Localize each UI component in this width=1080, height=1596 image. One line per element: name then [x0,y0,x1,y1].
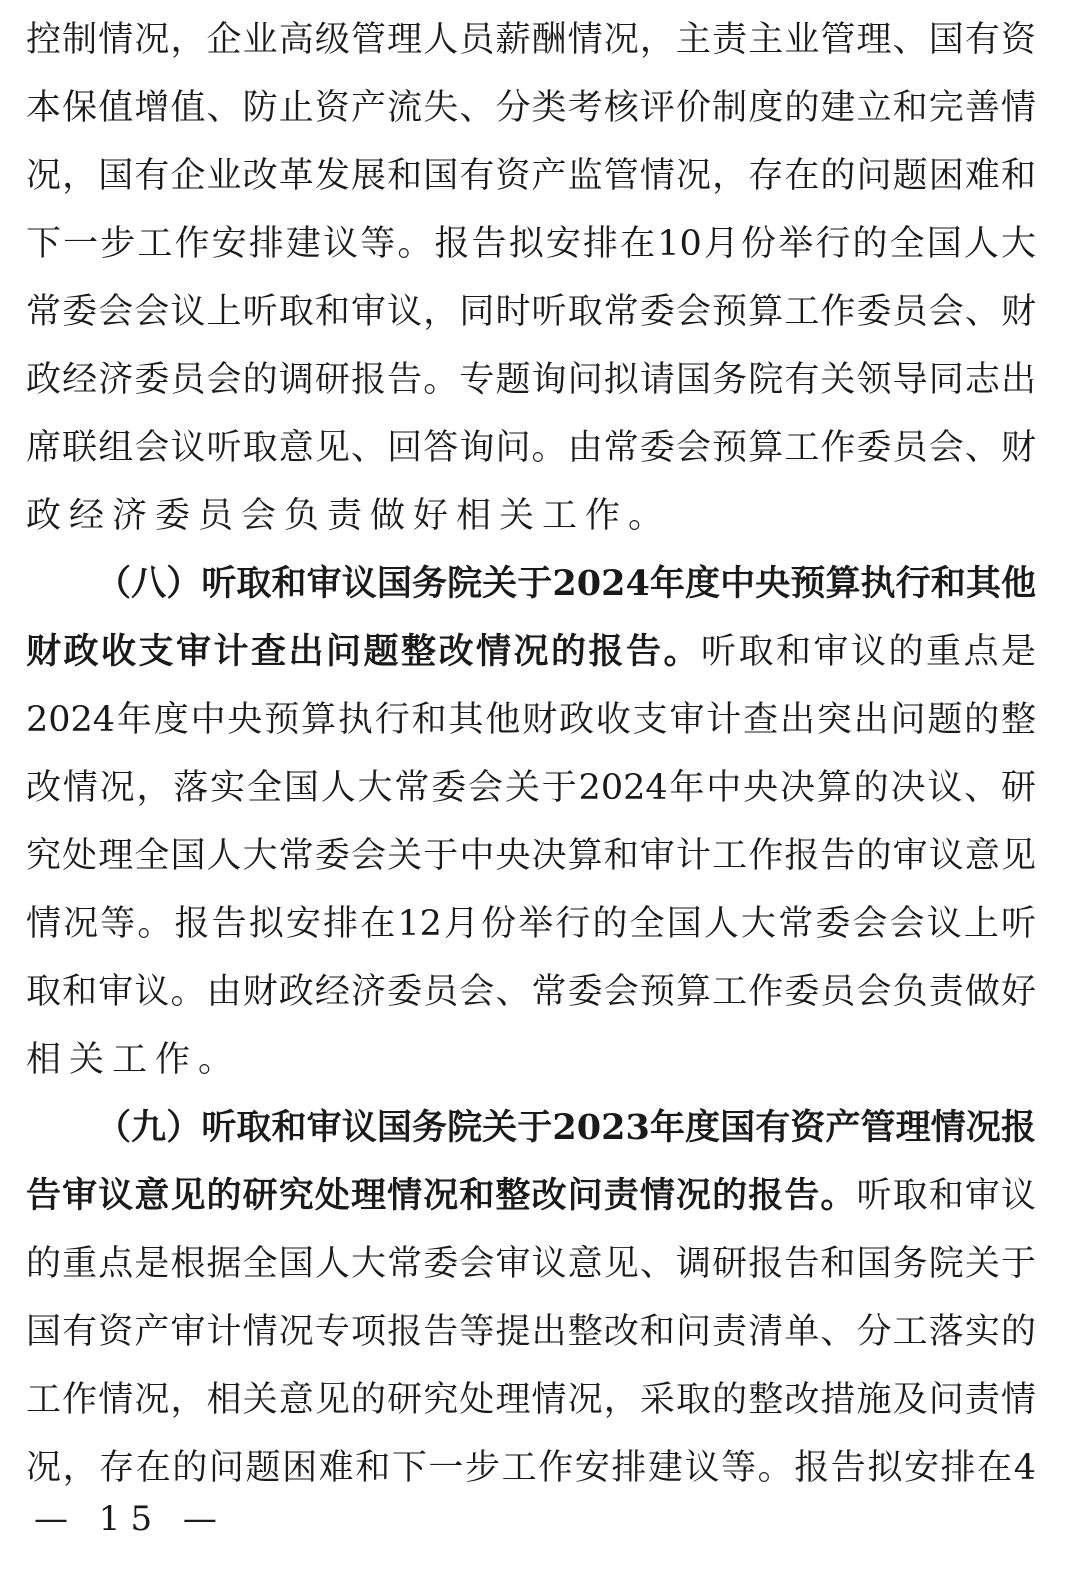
section-heading-9: （九）听取和审议国务院关于2023年度国有资产管理情况报 [96,1107,1036,1148]
section-8-text: 听取和审议的重点是 [700,632,1036,672]
section-heading-8: （八）听取和审议国务院关于2024年度中央预算执行和其他 [96,563,1036,604]
paragraph-8 [26,550,1036,1094]
paragraph-1 [26,6,1036,550]
section-9-text: 听取和审议 [856,1176,1036,1216]
paragraph-9 [26,1094,1036,1502]
text-line: 政经济委员会负责做好相关工作。 [26,496,672,536]
text-line: 相关工作。 [26,1040,242,1080]
text-line: 控制情况，企业高级管理人员薪酬情况，主责主业管理、国有资 [26,20,1036,60]
section-heading-8-cont: 财政收支审计查出问题整改情况的报告。 [26,631,701,672]
text-line: 究处理全国人大常委会关于中央决算和审计工作报告的审议意见 [26,836,1036,876]
text-line: 改情况，落实全国人大常委会关于2024年中央决算的决议、研 [26,768,1036,808]
text-line: 常委会会议上听取和审议，同时听取常委会预算工作委员会、财 [26,292,1036,332]
text-line: 的重点是根据全国人大常委会审议意见、调研报告和国务院关于 [26,1244,1036,1284]
text-line: 况，国有企业改革发展和国有资产监管情况，存在的问题困难和 [26,156,1036,196]
text-line: 情况等。报告拟安排在12月份举行的全国人大常委会会议上听 [26,904,1036,944]
text-line: 下一步工作安排建议等。报告拟安排在10月份举行的全国人大 [26,224,1036,264]
text-line: 取和审议。由财政经济委员会、常委会预算工作委员会负责做好 [26,972,1036,1012]
text-line: 国有资产审计情况专项报告等提出整改和问责清单、分工落实的 [26,1312,1036,1352]
page-number: — 15 — [34,1499,227,1539]
section-heading-9-cont: 告审议意见的研究处理情况和整改问责情况的报告。 [26,1175,857,1216]
text-line: 况，存在的问题困难和下一步工作安排建议等。报告拟安排在4 [26,1448,1036,1488]
text-line: 本保值增值、防止资产流失、分类考核评价制度的建立和完善情 [26,88,1036,128]
text-line [26,618,1036,686]
document-body [26,6,1036,1502]
text-line: 工作情况，相关意见的研究处理情况，采取的整改措施及问责情 [26,1380,1036,1420]
text-line: 席联组会议听取意见、回答询问。由常委会预算工作委员会、财 [26,428,1036,468]
text-line: 政经济委员会的调研报告。专题询问拟请国务院有关领导同志出 [26,360,1036,400]
text-line: 2024年度中央预算执行和其他财政收支审计查出突出问题的整 [26,700,1036,740]
text-line [26,1162,1036,1230]
